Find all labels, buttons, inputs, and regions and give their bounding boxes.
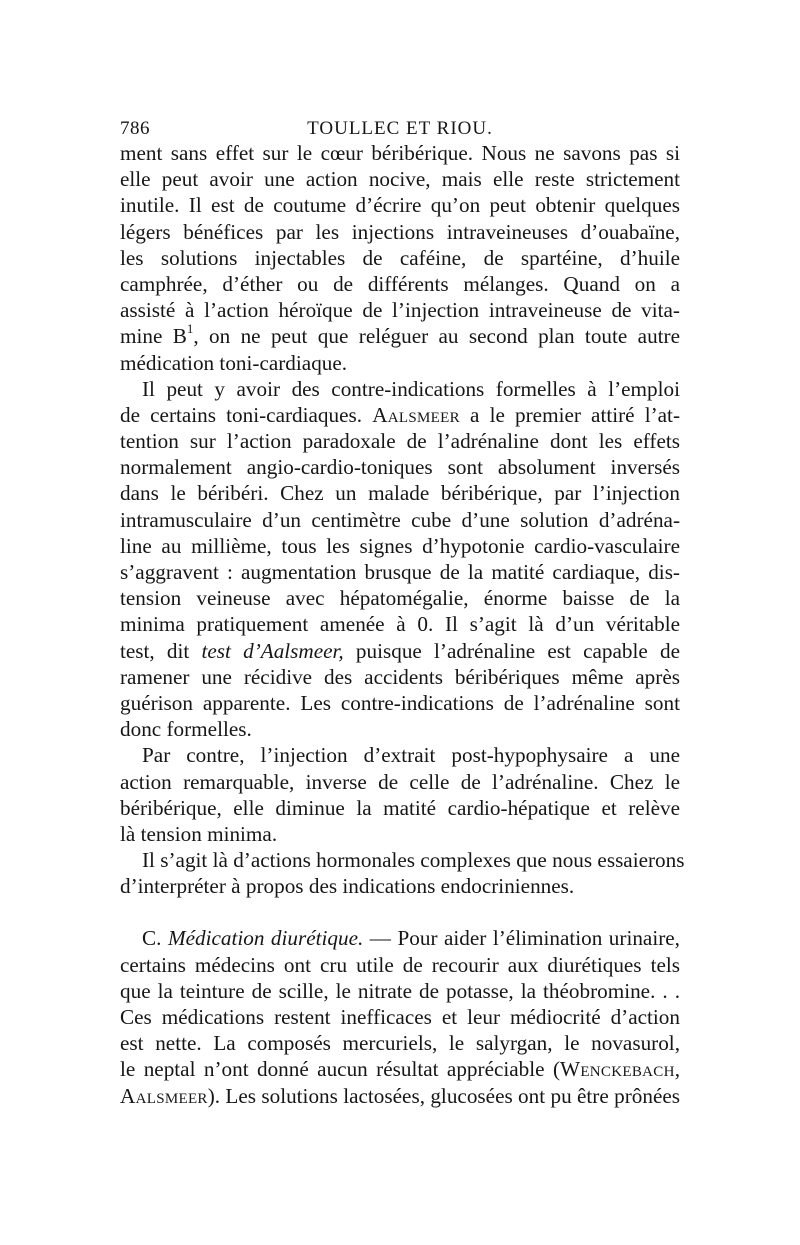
text-span: de certains toni-cardiaques. <box>120 402 373 427</box>
paragraph-contraindications <box>120 376 680 743</box>
paragraph-cardiac-medication <box>120 140 680 376</box>
section-gap <box>120 899 680 925</box>
text-line: certains médecins ont cru utile de recourir aux diurétiques tels <box>120 952 680 977</box>
text-line: légers bénéfices par les injections intraveineuses d’ouabaïne, <box>120 219 680 244</box>
paragraph-post-hypophysis <box>120 742 680 847</box>
author-name: Wenckebach <box>560 1057 675 1082</box>
text-line <box>120 1083 680 1109</box>
text-line: tension veineuse avec hépatomégalie, énorme baisse de la <box>120 586 680 611</box>
text-line: intramusculaire d’un centimètre cube d’une solution d’adréna- <box>120 507 680 532</box>
text-line <box>120 638 680 664</box>
body-text <box>120 140 685 1109</box>
text-line: Il peut y avoir des contre-indications formelles à l’emploi <box>142 376 680 401</box>
text-line: les solutions injectables de caféine, de spartéine, d’huile <box>120 245 680 270</box>
text-line <box>120 402 680 428</box>
text-line: elle peut avoir une action nocive, mais elle reste strictement <box>120 167 680 192</box>
text-line <box>120 323 680 349</box>
text-line: dans le béribéri. Chez un malade béribérique, par l’injection <box>120 481 680 506</box>
text-line: Par contre, l’injection d’extrait post-hypophysaire a une <box>142 743 680 768</box>
text-line: donc formelles. <box>120 717 252 742</box>
text-line: ment sans effet sur le cœur béribérique. Nous ne savons pas si <box>120 141 680 165</box>
text-line: line au millième, tous les signes d’hypotonie cardio-vasculaire <box>120 533 680 558</box>
text-line: béribérique, elle diminue la matité cardio-hépatique et relève <box>120 795 680 820</box>
text-line: normalement angio-cardio-toniques sont absolument inversés <box>120 455 680 480</box>
text-line: action remarquable, inverse de celle de l’adrénaline. Chez le <box>120 769 680 794</box>
text-span: mine B <box>120 324 187 349</box>
text-line: Ces médications restent inefficaces et leur médiocrité d’action <box>120 1005 680 1029</box>
text-line: minima pratiquement amenée à 0. Il s’agit là d’un véritable <box>120 612 680 637</box>
text-line <box>120 1056 680 1082</box>
text-line: médication toni-cardiaque. <box>120 350 348 375</box>
text-span: , <box>674 1057 680 1082</box>
author-name: Aalsmeer <box>120 1083 208 1108</box>
running-head <box>120 110 680 140</box>
text-span: test, dit <box>120 638 202 663</box>
text-span: le neptal n’ont donné aucun résultat appréciable ( <box>120 1057 561 1082</box>
text-span: a le premier attiré l’at- <box>459 402 681 427</box>
text-line: camphrée, d’éther ou de différents mélanges. Quand on a <box>120 271 680 296</box>
text-line: s’aggravent : augmentation brusque de la matité cardiaque, dis- <box>120 560 680 584</box>
text-span: ). Les solutions lactosées, glucosées ont pu être prônées <box>207 1083 680 1108</box>
text-span: puisque l’adrénaline est capable de <box>343 638 681 663</box>
text-line: est nette. La composés mercuriels, le salyrgan, le novasurol, <box>120 1031 680 1056</box>
paragraph-hormonal-actions <box>120 847 685 899</box>
text-line: là tension minima. <box>120 821 278 846</box>
page-number: 786 <box>120 118 150 139</box>
running-title: TOULLEC ET RIOU. <box>307 118 493 139</box>
text-span: — Pour aider l’élimination urinaire, <box>363 926 680 951</box>
text-line: Il s’agit là d’actions hormonales complexes que nous essaierons <box>142 848 685 873</box>
text-span: , on ne peut que reléguer au second plan toute autre <box>193 324 681 349</box>
text-line: d’interpréter à propos des indications endocriniennes. <box>120 874 575 899</box>
section-letter: C. <box>142 926 168 951</box>
book-page <box>120 110 685 1109</box>
text-line <box>120 925 680 951</box>
paragraph-diuretic-medication <box>120 925 680 1108</box>
text-line: tention sur l’action paradoxale de l’adrénaline dont les effets <box>120 429 680 454</box>
text-line: guérison apparente. Les contre-indications de l’adrénaline sont <box>120 690 680 715</box>
superscript: 1 <box>186 321 194 337</box>
text-line: inutile. Il est de coutume d’écrire qu’on peut obtenir quelques <box>120 193 680 218</box>
text-line: assisté à l’action héroïque de l’injection intraveineuse de vita- <box>120 298 680 323</box>
text-line: que la teinture de scille, le nitrate de potasse, la théobromine. . . <box>120 978 680 1003</box>
author-name: Aalsmeer <box>372 402 460 427</box>
italic-term: test d’Aalsmeer, <box>201 638 344 663</box>
text-line: ramener une récidive des accidents béribériques même après <box>120 664 680 689</box>
section-heading: Médication diurétique. <box>167 926 364 951</box>
